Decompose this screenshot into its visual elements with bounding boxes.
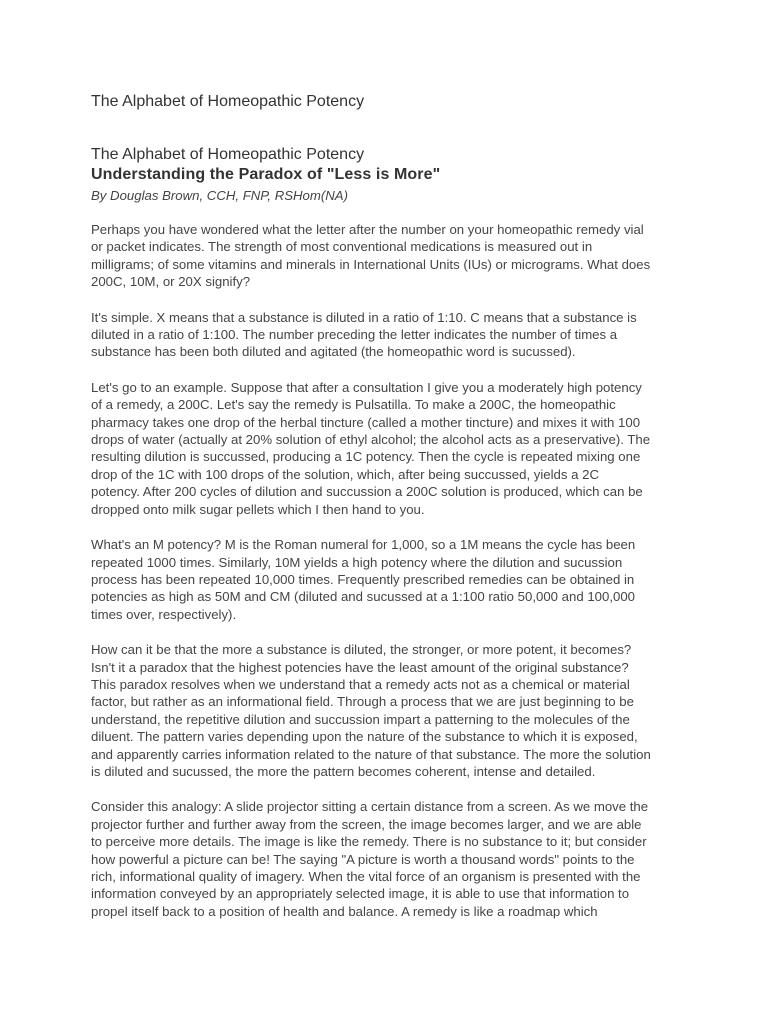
paragraph — [91, 641, 691, 780]
paragraph — [91, 379, 691, 518]
paragraph — [91, 798, 691, 920]
paragraph-line: drop of the 1C with 100 drops of the solution, which, after being succussed, yields a 2C — [91, 466, 600, 482]
paragraph-line: process has been repeated 10,000 times. Frequently prescribed remedies can be obtained in — [91, 571, 635, 587]
paragraph-line: milligrams; of some vitamins and minerals in International Units (IUs) or micrograms. What does — [91, 256, 651, 272]
paragraph-line: times over, respectively). — [91, 606, 237, 622]
article-header — [91, 145, 691, 204]
paragraph-line: factor, but rather as an informational field. Through a process that we are just beginning to be — [91, 694, 634, 710]
paragraph-line: pharmacy takes one drop of the herbal tincture (called a mother tincture) and mixes it with 100 — [91, 414, 641, 430]
paragraph — [91, 536, 691, 623]
article-body — [91, 221, 691, 938]
paragraph-line: drops of water (actually at 20% solution of ethyl alcohol; the alcohol acts as a preservative). The — [91, 432, 651, 448]
article-byline: By Douglas Brown, CCH, FNP, RSHom(NA) — [91, 188, 348, 203]
paragraph-line: This paradox resolves when we understand that a remedy acts not as a chemical or material — [91, 676, 630, 692]
paragraph-line: projector further and further away from the screen, the image becomes larger, and we are able — [91, 816, 642, 832]
paragraph-line: dropped onto milk sugar pellets which I then hand to you. — [91, 501, 425, 517]
paragraph — [91, 309, 691, 361]
paragraph-line: propel itself back to a position of health and balance. A remedy is like a roadmap which — [91, 903, 598, 919]
paragraph-line: information conveyed by an appropriately selected image, it is able to use that information to — [91, 886, 630, 902]
paragraph-line: How can it be that the more a substance is diluted, the stronger, or more potent, it becomes? — [91, 642, 632, 658]
paragraph-line: diluted in a ratio of 1:100. The number preceding the letter indicates the number of times a — [91, 327, 618, 343]
paragraph-line: potencies as high as 50M and CM (diluted and sucussed at a 1:100 ratio 50,000 and 100,000 — [91, 589, 635, 605]
paragraph-line: resulting dilution is succussed, producing a 1C potency. Then the cycle is repeated mixing one — [91, 449, 641, 465]
paragraph — [91, 221, 691, 291]
paragraph-line: or packet indicates. The strength of most conventional medications is measured out in — [91, 239, 593, 255]
paragraph-line: to perceive more details. The image is like the remedy. There is no substance to it; but consider — [91, 834, 647, 850]
document-title: The Alphabet of Homeopathic Potency — [91, 93, 365, 110]
paragraph-line: understand, the repetitive dilution and succussion impart a patterning to the molecules of the — [91, 711, 630, 727]
paragraph-line: It's simple. X means that a substance is diluted in a ratio of 1:10. C means that a substance is — [91, 309, 637, 325]
paragraph-line: 200C, 10M, or 20X signify? — [91, 274, 251, 290]
paragraph-line: and apparently carries information related to the nature of that substance. The more the solution — [91, 746, 651, 762]
paragraph-line: is diluted and sucussed, the more the pattern becomes coherent, intense and detailed. — [91, 763, 596, 779]
paragraph-line: potency. After 200 cycles of dilution and succussion a 200C solution is produced, which can be — [91, 484, 643, 500]
paragraph-line: how powerful a picture can be! The saying "A picture is worth a thousand words" points to the — [91, 851, 635, 867]
article-headline: Understanding the Paradox of "Less is More" — [91, 166, 441, 183]
paragraph-line: rich, informational quality of imagery. When the vital force of an organism is presented with the — [91, 869, 641, 884]
article-title: The Alphabet of Homeopathic Potency — [91, 146, 365, 163]
paragraph-line: Let's go to an example. Suppose that after a consultation I give you a moderately high potency — [91, 379, 642, 395]
paragraph-line: repeated 1000 times. Similarly, 10M yields a high potency where the dilution and sucussion — [91, 554, 623, 570]
paragraph-line: substance has been both diluted and agitated (the homeopathic word is sucussed). — [91, 344, 576, 360]
paragraph-line: Isn't it a paradox that the highest potencies have the least amount of the original substance? — [91, 659, 629, 675]
paragraph-line: Consider this analogy: A slide projector sitting a certain distance from a screen. As we move the — [91, 799, 649, 815]
paragraph-line: What's an M potency? M is the Roman numeral for 1,000, so a 1M means the cycle has been — [91, 537, 636, 553]
paragraph-line: Perhaps you have wondered what the letter after the number on your homeopathic remedy vial — [91, 222, 644, 237]
paragraph-line: diluent. The pattern varies depending upon the nature of the substance to which it is exposed, — [91, 729, 638, 745]
paragraph-line: of a remedy, a 200C. Let's say the remedy is Pulsatilla. To make a 200C, the homeopathic — [91, 397, 616, 413]
